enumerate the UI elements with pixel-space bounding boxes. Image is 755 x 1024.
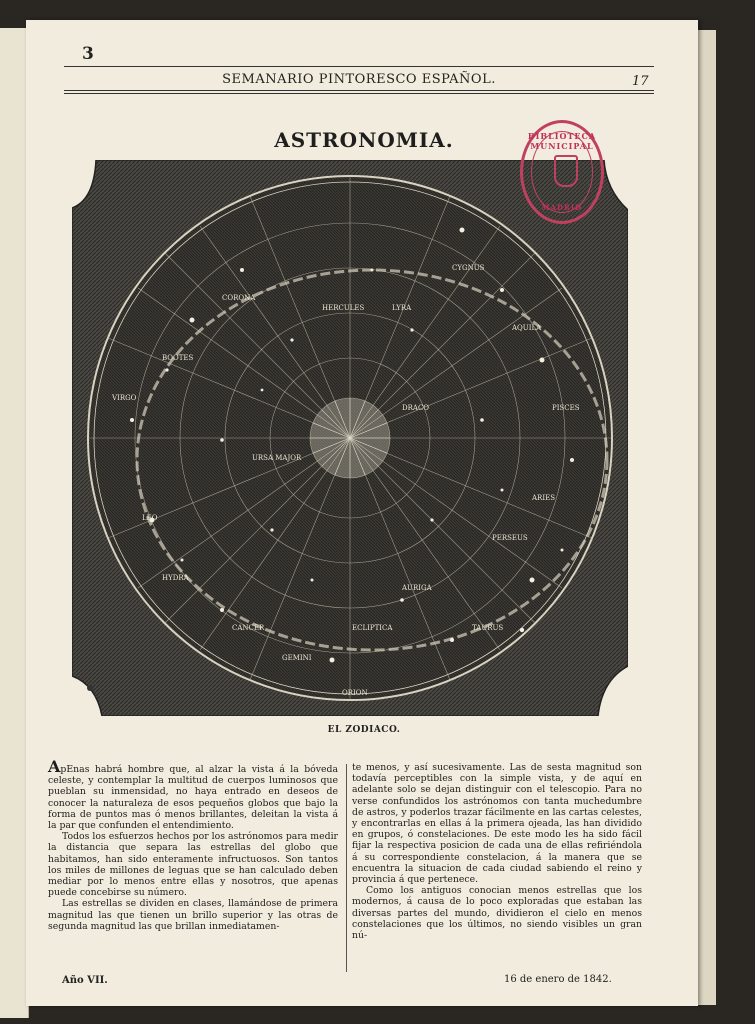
label-leo: LEO [142,514,158,522]
issue-date: 16 de enero de 1842. [504,974,612,985]
label-lyra: LYRA [392,304,412,312]
label-taurus: TAURUS [472,624,504,632]
paragraph: Todos los esfuerzos hechos por los astrónomos para medir la distancia que separa las estrellas del globo que habitamos, han sido enteramente infructuosos. Son tantos los miles de millones de leguas que se han calculado deben mediar por lo menos entre ellas y nosotros, que apenas puede concebirse su número. [48,831,338,899]
label-gemini: GEMINI [282,654,312,662]
page-number-left: 3 [82,44,94,64]
paragraph: ApEnas habrá hombre que, al alzar la vista á la bóveda celeste, y contemplar la multitud de cuerpos luminosos que pueblan su inmensidad, no haya entrado en deseos de conocer la naturaleza de esos pequeños globos que bajo la forma de puntos mas ó menos brillantes, deleitan la vista á la par que confunden el entendimiento. [48,757,338,832]
header-rule-top [64,66,654,67]
header-rule-bottom-2 [64,93,654,94]
label-aquila: AQUILA [512,324,542,332]
label-bootes: BOOTES [162,354,194,362]
column-divider [346,764,347,972]
text-column-left [48,757,338,932]
next-page-edge [698,30,716,1005]
label-cancer: CANCER [232,624,265,632]
label-corona: CORONA [222,294,256,302]
label-pisces: PISCES [552,404,580,412]
newspaper-page [26,20,698,1006]
paragraph: Las estrellas se dividen en clases, llamándose de primera magnitud las que tienen un brillo superior y las otras de segunda magnitud las que brillan inmediatamen- [48,898,338,932]
paragraph: Como los antiguos conocian menos estrellas que los modernos, á causa de lo poco exploradas que estaban las diversas partes del mundo, dividieron el cielo en menos constelaciones que los últimos, no siendo visibles un gran nú- [352,885,642,942]
label-cygnus: CYGNUS [452,264,485,272]
publication-title: SEMANARIO PINTORESCO ESPAÑOL. [222,72,496,87]
label-hercules: HERCULES [322,304,365,312]
library-stamp [520,120,604,224]
label-perseus: PERSEUS [492,534,528,542]
label-ecliptica: ECLIPTICA [352,624,393,632]
label-orion: ORION [342,689,368,697]
crown-crest-icon [554,155,578,187]
illustration-caption: EL ZODIACO. [327,725,401,735]
label-aries: ARIES [532,494,555,502]
label-virgo: VIRGO [112,394,137,402]
stamp-bottom-text: MADRID [541,203,583,212]
label-auriga: AURIGA [402,584,432,592]
drop-cap: A [48,757,61,776]
volume-label: Año VII. [62,975,108,986]
stamp-top-text: BIBLIOTECA MUNICIPAL [527,131,597,151]
page-number-right: 17 [632,74,649,89]
header-rule-bottom [64,90,654,91]
label-ursa-major: URSA MAJOR [252,454,302,462]
previous-page-edge [0,28,29,1018]
paragraph: te menos, y así sucesivamente. Las de sesta magnitud son todavía perceptibles con la simple vista, y de aquí en adelante solo se dejan distinguir con el telescopio. Para no verse confundidos los astrónomos con tanta muchedumbre de astros, y poderlos trazar fácilmente en las cartas celestes, y encontrarlas en ellas á la primera ojeada, las han dividido en grupos, ó constelaciones. De este modo les ha sido fácil fijar la respectiva posicion de cada una de ellas refiriéndola á su correspondiente constelacion, á la manera que se encuentra la situacion de cada ciudad sabiendo el reino y provincia á que pertenece. [352,762,642,886]
text-column-right [352,762,642,941]
label-hydra: HYDRA [162,574,189,582]
zodiac-engraving [72,160,628,716]
label-draco: DRACO [402,404,430,412]
article-title: ASTRONOMIA. [274,128,454,152]
